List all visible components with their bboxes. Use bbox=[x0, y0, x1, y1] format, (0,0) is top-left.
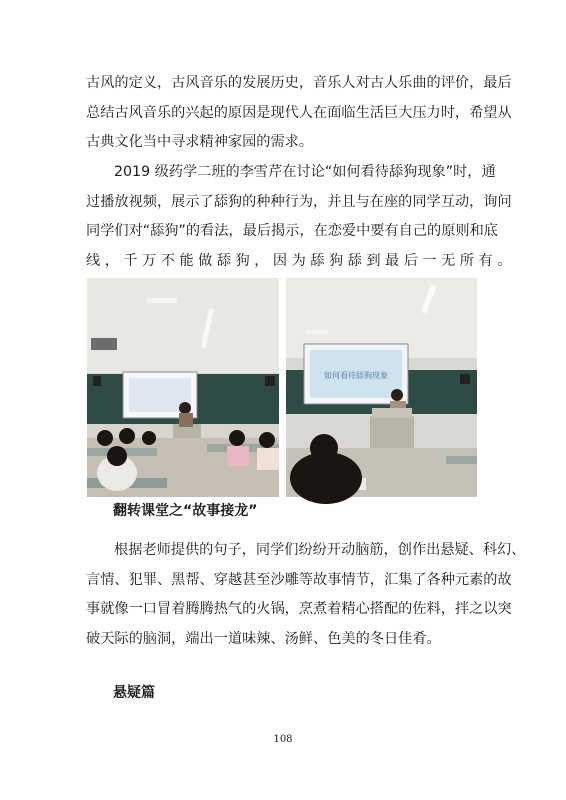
paragraph-line: 破天际的脑洞，端出一道味辣、汤鲜、色美的冬日佳肴。 bbox=[86, 630, 441, 647]
paragraph-line: 言情、犯罪、黑帮、穿越甚至沙雕等故事情节，汇集了各种元素的故 bbox=[86, 571, 512, 588]
screen-title: 如何看待舔狗现象 bbox=[324, 371, 388, 380]
paragraph-line: 古典文化当中寻求精神家园的需求。 bbox=[86, 134, 314, 150]
paragraph-line: 事就像一口冒着腾腾热气的火锅，烹煮着精心搭配的佐料，拌之以突 bbox=[86, 601, 512, 617]
section-heading: 悬疑篇 bbox=[113, 685, 155, 701]
paragraph-line: 2019 级药学二班的李雪芹在讨论“如何看待舔狗现象”时，通 bbox=[114, 164, 496, 180]
paragraph-line: 根据老师提供的句子，同学们纷纷开动脑筋，创作出悬疑、科幻、 bbox=[114, 542, 526, 558]
paragraph-line: 总结古风音乐的兴起的原因是现代人在面临生活巨大压力时，希望从 bbox=[86, 104, 512, 121]
photo-caption: 翻转课堂之“故事接龙” bbox=[113, 503, 258, 519]
paragraph-line: 同学们对“舔狗”的看法，最后揭示，在恋爱中要有自己的原则和底 bbox=[86, 223, 498, 239]
paragraph-line: 过播放视频，展示了舔狗的种种行为，并且与在座的同学互动，询问 bbox=[86, 193, 512, 210]
paragraph-line: 线，千万不能做舔狗，因为舔狗舔到最后一无所有。 bbox=[86, 252, 516, 269]
paragraph-line: 古风的定义，古风音乐的发展历史，音乐人对古人乐曲的评价，最后 bbox=[86, 75, 512, 91]
paragraph-2 bbox=[86, 158, 516, 276]
page-number: 108 bbox=[273, 734, 293, 745]
paragraph-1 bbox=[86, 69, 512, 158]
paragraph-3 bbox=[86, 536, 526, 654]
classroom-photo-left bbox=[87, 278, 279, 497]
classroom-photo-right bbox=[286, 278, 477, 497]
